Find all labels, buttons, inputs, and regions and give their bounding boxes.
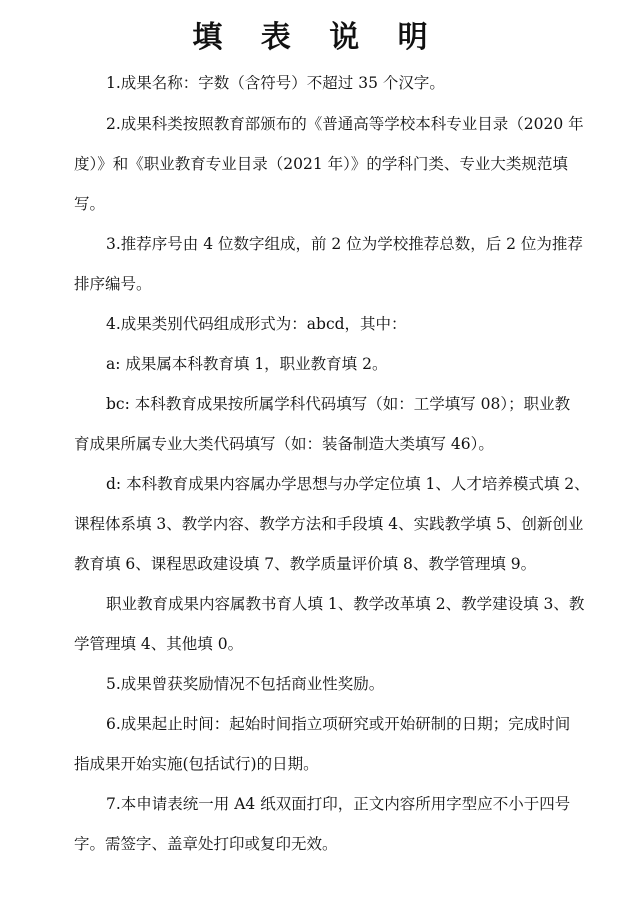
code-bc-line: 育成果所属专业大类代码填写（如：装备制造大类填写 46）。: [74, 435, 494, 453]
item-3-line: 排序编号。: [74, 275, 152, 293]
page-title: 填 表 说 明: [192, 20, 442, 55]
item-7-line: 字。需签字、盖章处打印或复印无效。: [74, 835, 338, 853]
code-d-line: d: 本科教育成果内容属办学思想与办学定位填 1、人才培养模式填 2、: [106, 475, 590, 493]
item-2-line: 2.成果科类按照教育部颁布的《普通高等学校本科专业目录（2020 年: [106, 115, 584, 133]
code-d-line: 教育填 6、课程思政建设填 7、教学质量评价填 8、教学管理填 9。: [74, 555, 537, 573]
item-7-line: 7.本申请表统一用 A4 纸双面打印，正文内容所用字型应不小于四号: [106, 795, 571, 813]
item-2-line: 度）》和《职业教育专业目录（2021 年）》的学科门类、专业大类规范填: [74, 155, 568, 173]
item-6-line: 6.成果起止时间：起始时间指立项研究或开始研制的日期；完成时间: [106, 715, 571, 733]
item-5-line: 5.成果曾获奖励情况不包括商业性奖励。: [106, 675, 385, 693]
vocational-code-line: 学管理填 4、其他填 0。: [74, 635, 244, 653]
code-bc-line: bc: 本科教育成果按所属学科代码填写（如：工学填写 08）；职业教: [106, 395, 571, 413]
item-1-line: 1.成果名称：字数（含符号）不超过 35 个汉字。: [106, 74, 445, 92]
item-3-line: 3.推荐序号由 4 位数字组成，前 2 位为学校推荐总数，后 2 位为推荐: [106, 235, 583, 253]
item-2-line: 写。: [74, 195, 106, 213]
code-d-line: 课程体系填 3、教学内容、教学方法和手段填 4、实践教学填 5、创新创业: [74, 515, 584, 533]
code-a-line: a: 成果属本科教育填 1，职业教育填 2。: [106, 355, 388, 373]
item-4-line: 4.成果类别代码组成形式为：abcd，其中：: [106, 315, 407, 333]
item-6-line: 指成果开始实施(包括试行)的日期。: [74, 755, 319, 773]
vocational-code-line: 职业教育成果内容属教书育人填 1、教学改革填 2、教学建设填 3、教: [106, 595, 585, 613]
